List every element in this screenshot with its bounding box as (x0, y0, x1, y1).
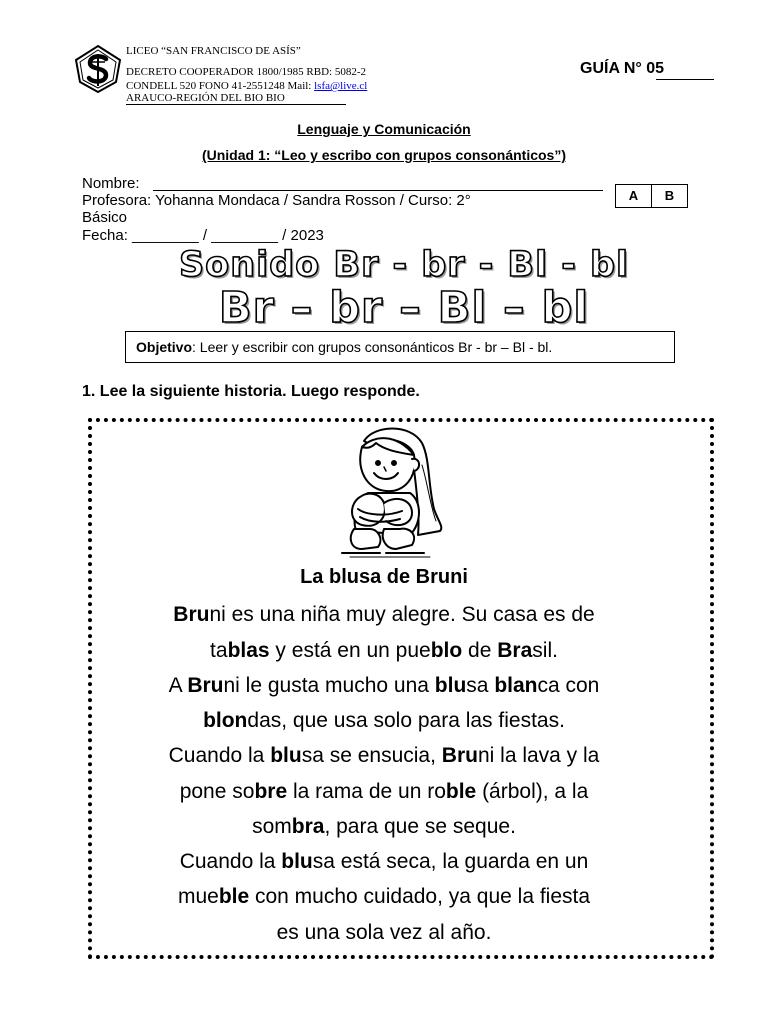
objective-text: : Leer y escribir con grupos consonánticos Br - br – Bl - bl. (192, 339, 553, 355)
consonant-group: bra (291, 815, 325, 838)
school-decree: DECRETO COOPERADOR 1800/1985 RBD: 5082-2 (126, 66, 366, 78)
objective-box (125, 331, 675, 363)
consonant-group: blo (430, 639, 463, 662)
story-text: A (168, 674, 188, 697)
date-line: Fecha: ________ / ________ / 2023 (82, 227, 324, 244)
story-text: de (462, 639, 498, 662)
story-text: som (252, 815, 292, 838)
school-name: LICEO “SAN FRANCISCO DE ASÍS” (126, 45, 301, 57)
name-field-line[interactable] (153, 190, 603, 191)
objective-label: Objetivo (136, 339, 193, 355)
consonant-group: Bru (441, 744, 478, 767)
sound-subtitle: Br – br – Bl – bl (218, 283, 590, 333)
unit-title: (Unidad 1: “Leo y escribo con grupos consonánticos”) (201, 147, 567, 163)
story-line (0, 885, 768, 909)
guide-number: GUÍA N° 05 (580, 60, 665, 77)
story-line (0, 639, 768, 663)
school-address: CONDELL 520 FONO 41-2551248 Mail: (126, 80, 315, 92)
consonant-group: bre (254, 780, 288, 803)
story-text: pone so (179, 780, 255, 803)
story-line (0, 815, 768, 839)
guide-underline (656, 79, 714, 80)
teacher-course-line: Profesora: Yohanna Mondaca / Sandra Rosson / Curso: 2° (82, 192, 471, 209)
consonant-group: Bra (497, 639, 533, 662)
course-level: Básico (82, 209, 128, 226)
story-text: ni es una niña muy alegre. Su casa es de (209, 603, 595, 626)
consonant-group: blon (203, 709, 248, 732)
section-option-b[interactable]: B (651, 185, 687, 207)
sound-title: Sonido Br - br - Bl - bl (178, 245, 630, 285)
section-option-a[interactable]: A (628, 188, 639, 203)
story-text: ca con (537, 674, 600, 697)
story-text: ni la lava y la (477, 744, 600, 767)
story-text: la rama de un ro (287, 780, 446, 803)
story-text: sa (466, 674, 495, 697)
consonant-group: Bru (173, 603, 210, 626)
consonant-group: blu (434, 674, 467, 697)
story-text: sa está seca, la guarda en un (312, 850, 589, 873)
story-text: sil. (532, 639, 558, 662)
consonant-group: blu (281, 850, 313, 873)
story-text: sa se ensucia, (301, 744, 442, 767)
story-line (0, 674, 768, 698)
school-logo-icon (72, 44, 124, 94)
school-region: ARAUCO-REGIÓN DEL BIO BIO (126, 92, 285, 104)
header-rule (126, 104, 346, 105)
story-text: mue (177, 885, 219, 908)
story-text: ni le gusta mucho una (223, 674, 435, 697)
story-text: Cuando la (168, 744, 271, 767)
story-line (0, 921, 768, 945)
story-text: es una sola vez al año. (276, 921, 492, 944)
story-text: , para que se seque. (324, 815, 516, 838)
consonant-group: ble (445, 780, 477, 803)
story-line (0, 850, 768, 874)
consonant-group: ble (218, 885, 250, 908)
story-line (0, 709, 768, 733)
consonant-group: blas (227, 639, 270, 662)
consonant-group: blu (270, 744, 302, 767)
consonant-group: blan (494, 674, 538, 697)
story-text: Cuando la (179, 850, 282, 873)
consonant-group: Bru (187, 674, 224, 697)
story-line (0, 603, 768, 627)
story-line (0, 780, 768, 804)
name-label: Nombre: (82, 175, 140, 192)
instruction-1: 1. Lee la siguiente historia. Luego responde. (82, 383, 420, 400)
school-mail-link[interactable]: lsfa@live.cl (314, 80, 368, 92)
course-section-box (615, 184, 688, 208)
subject-title: Lenguaje y Comunicación (297, 121, 471, 137)
story-text: (árbol), a la (476, 780, 589, 803)
story-text: con mucho cuidado, ya que la fiesta (249, 885, 591, 908)
girl-sitting-icon (326, 425, 448, 563)
story-line (0, 744, 768, 768)
story-title: La blusa de Bruni (300, 566, 468, 588)
story-text: y está en un pue (269, 639, 431, 662)
story-text: ta (210, 639, 228, 662)
story-text: das, que usa solo para las fiestas. (247, 709, 565, 732)
